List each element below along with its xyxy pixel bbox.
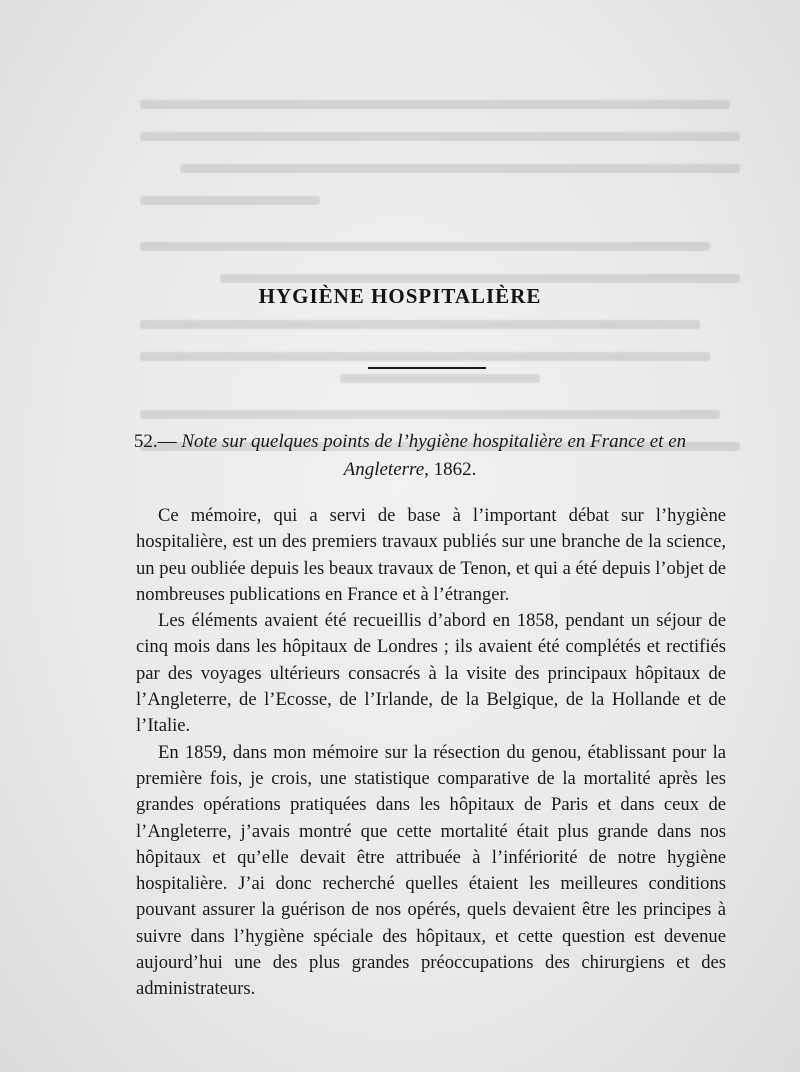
title-divider	[368, 367, 486, 369]
entry-title: Note sur quelques points de l’hygiène hospitalière en France et en Angleterre,	[181, 431, 687, 480]
section-title: HYGIÈNE HOSPITALIÈRE	[258, 284, 542, 308]
paragraph-1: Ce mémoire, qui a servi de base à l’important débat sur l’hygiène hospitalière, est un des premiers travaux publiés sur une branche de la science, un peu oubliée depuis les beaux travaux de Tenon, et qui a été depuis l’objet de nombreuses publications en France et à l’étranger.	[136, 505, 726, 605]
paragraph-2: Les éléments avaient été recueillis d’abord en 1858, pendant un séjour de cinq mois dans les hôpitaux de Londres ; ils avaient été complétés et rectifiés par des voyages ultérieurs consacrés à la visite des principaux hôpitaux de l’Angleterre, de l’Ecosse, de l’Irlande, de la Belgique, de la Hollande et de l’Italie.	[136, 610, 726, 737]
paragraph-3: En 1859, dans mon mémoire sur la résection du genou, établissant pour la première fois, je crois, une statistique comparative de la mortalité après les grandes opérations pratiquées dans les hôpitaux de Paris et dans ceux de l’Angleterre, j’avais montré que cette mortalité était plus grande dans nos hôpitaux et qu’elle devait être attribuée à l’infériorité de notre hygiène hospitalière. J’ai donc recherché quelles étaient les meilleures conditions pouvant assurer la guérison de nos opérés, quels devaient être les principes à suivre dans l’hygiène spéciale des hôpitaux, et cette question est devenue aujourd’hui une des plus grandes préoccupations des chirurgiens et des administrateurs.	[136, 741, 726, 1000]
entry-heading	[110, 428, 710, 484]
entry-year: 1862.	[433, 459, 477, 480]
body-text	[136, 503, 726, 1003]
bleed-lines	[120, 70, 740, 490]
show-through-texture	[120, 70, 740, 490]
entry-number: 52.—	[133, 431, 177, 452]
